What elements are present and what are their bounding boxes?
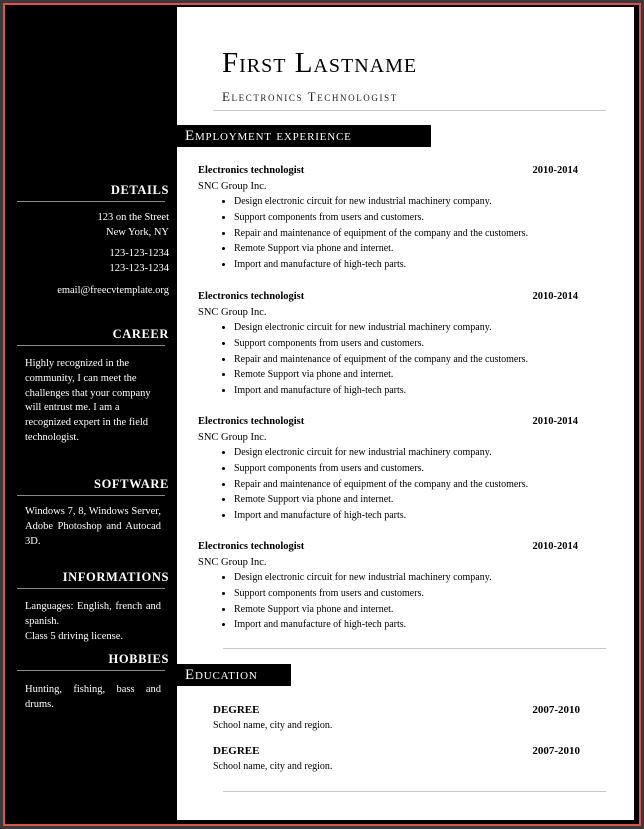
education-head bbox=[213, 704, 580, 719]
duty-item: • Support components from users and customers. bbox=[234, 586, 578, 602]
duty-item: • Import and manufacture of high-tech parts. bbox=[234, 508, 578, 524]
duty-item: • Support components from users and customers. bbox=[234, 210, 578, 226]
job-duties bbox=[198, 194, 578, 273]
education-dates: 2007-2010 bbox=[532, 704, 580, 716]
details-rule bbox=[17, 201, 165, 202]
job-company: SNC Group Inc. bbox=[198, 181, 267, 192]
address-line1: 123 on the Street bbox=[97, 212, 169, 223]
resume-page bbox=[7, 7, 634, 820]
duty-item: • Import and manufacture of high-tech parts. bbox=[234, 257, 578, 273]
job-company: SNC Group Inc. bbox=[198, 432, 267, 443]
duty-item: • Repair and maintenance of equipment of the company and the customers. bbox=[234, 352, 578, 368]
career-rule bbox=[17, 345, 165, 346]
job-entry bbox=[198, 291, 578, 399]
job-role: Electronics technologist bbox=[198, 165, 305, 176]
job-head bbox=[198, 291, 578, 306]
employment-band: Employment experience bbox=[177, 125, 431, 147]
education-degree: DEGREE bbox=[213, 704, 260, 716]
job-role: Electronics technologist bbox=[198, 541, 305, 552]
hobbies-title: HOBBIES bbox=[108, 652, 169, 666]
job-head bbox=[198, 165, 578, 180]
education-school: School name, city and region. bbox=[213, 720, 333, 731]
duty-item: • Design electronic circuit for new industrial machinery company. bbox=[234, 194, 578, 210]
career-text: Highly recognized in the community, I can meet the challenges that your company will entrust me. I am a recognized expert in the field technologist. bbox=[25, 358, 151, 443]
job-entry bbox=[198, 165, 578, 273]
education-head bbox=[213, 745, 580, 760]
address-block bbox=[19, 211, 169, 241]
job-dates: 2010-2014 bbox=[532, 541, 578, 552]
career-title: CAREER bbox=[112, 327, 169, 341]
job-entry bbox=[198, 416, 578, 524]
phone-1: 123-123-1234 bbox=[109, 248, 169, 259]
job-dates: 2010-2014 bbox=[532, 416, 578, 427]
duty-item: • Repair and maintenance of equipment of the company and the customers. bbox=[234, 477, 578, 493]
hobbies-rule bbox=[17, 670, 165, 671]
candidate-name: First Lastname bbox=[222, 47, 418, 79]
address-line2: New York, NY bbox=[105, 226, 169, 238]
job-duties bbox=[198, 445, 578, 524]
software-title: SOFTWARE bbox=[94, 477, 169, 491]
phone-block bbox=[19, 247, 169, 277]
duty-item: • Import and manufacture of high-tech parts. bbox=[234, 617, 578, 633]
education-school: School name, city and region. bbox=[213, 761, 333, 772]
job-duties bbox=[198, 570, 578, 633]
education-entry bbox=[213, 704, 580, 733]
education-band: Education bbox=[177, 664, 291, 686]
sidebar bbox=[7, 7, 177, 820]
job-duties bbox=[198, 320, 578, 399]
duty-item: • Remote Support via phone and internet. bbox=[234, 602, 578, 618]
duty-item: • Design electronic circuit for new industrial machinery company. bbox=[234, 570, 578, 586]
info-line2: Class 5 driving license. bbox=[25, 630, 123, 642]
duty-item: • Remote Support via phone and internet. bbox=[234, 492, 578, 508]
education-dates: 2007-2010 bbox=[532, 745, 580, 757]
job-entry bbox=[198, 541, 578, 633]
job-dates: 2010-2014 bbox=[532, 165, 578, 176]
job-company: SNC Group Inc. bbox=[198, 557, 267, 568]
header-rule bbox=[213, 110, 606, 111]
duty-item: • Design electronic circuit for new industrial machinery company. bbox=[234, 320, 578, 336]
software-text: Windows 7, 8, Windows Server, Adobe Photoshop and Autocad 3D. bbox=[25, 506, 161, 547]
employment-end-rule bbox=[223, 648, 606, 649]
candidate-title: Electronics Technologist bbox=[222, 89, 398, 104]
job-dates: 2010-2014 bbox=[532, 291, 578, 302]
job-head bbox=[198, 416, 578, 431]
info-rule bbox=[17, 588, 165, 589]
info-line1: Languages: English, french and spanish. bbox=[25, 601, 161, 627]
job-role: Electronics technologist bbox=[198, 416, 305, 427]
job-role: Electronics technologist bbox=[198, 291, 305, 302]
education-end-rule bbox=[223, 791, 606, 792]
duty-item: • Support components from users and customers. bbox=[234, 461, 578, 477]
duty-item: • Support components from users and customers. bbox=[234, 336, 578, 352]
duty-item: • Repair and maintenance of equipment of the company and the customers. bbox=[234, 226, 578, 242]
job-head bbox=[198, 541, 578, 556]
info-block bbox=[25, 600, 161, 644]
duty-item: • Remote Support via phone and internet. bbox=[234, 241, 578, 257]
job-company: SNC Group Inc. bbox=[198, 307, 267, 318]
details-title: DETAILS bbox=[110, 183, 169, 197]
duty-item: • Import and manufacture of high-tech parts. bbox=[234, 383, 578, 399]
hobbies-text: Hunting, fishing, bass and drums. bbox=[25, 684, 161, 710]
software-rule bbox=[17, 495, 165, 496]
education-degree: DEGREE bbox=[213, 745, 260, 757]
education-entry bbox=[213, 745, 580, 774]
info-title: INFORMATIONS bbox=[62, 570, 169, 584]
email: email@freecvtemplate.org bbox=[57, 285, 169, 296]
duty-item: • Remote Support via phone and internet. bbox=[234, 367, 578, 383]
duty-item: • Design electronic circuit for new industrial machinery company. bbox=[234, 445, 578, 461]
phone-2: 123-123-1234 bbox=[109, 262, 169, 274]
